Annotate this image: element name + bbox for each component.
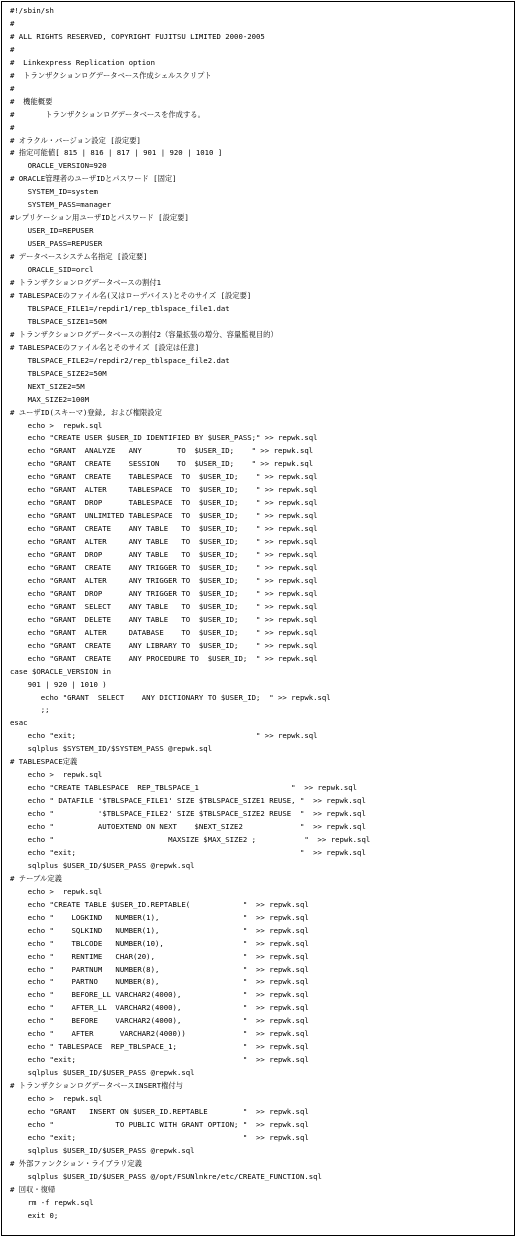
script-line: echo "GRANT DROP TABLESPACE TO $USER_ID; " >> repwk.sql [10, 498, 318, 508]
script-line: echo "GRANT DROP ANY TRIGGER TO $USER_ID; " >> repwk.sql [10, 588, 318, 598]
script-line: echo " RENTIME CHAR(20), " >> repwk.sql [10, 951, 309, 961]
script-line: echo "CREATE TABLE $USER_ID.REPTABLE( " >> repwk.sql [10, 899, 309, 909]
script-line: echo " AFTER_LL VARCHAR2(4000), " >> repwk.sql [10, 1003, 309, 1013]
script-line: echo "exit; " >> repwk.sql [10, 731, 318, 741]
script-line: # [10, 83, 15, 93]
script-line: 901 | 920 | 1010 ) [10, 679, 107, 689]
script-line: echo "GRANT CREATE ANY LIBRARY TO $USER_ID; " >> repwk.sql [10, 640, 318, 650]
script-line: echo "GRANT CREATE TABLESPACE TO $USER_ID; " >> repwk.sql [10, 472, 318, 482]
script-line: SYSTEM_PASS=manager [10, 200, 112, 210]
script-line: # [10, 122, 15, 132]
script-line: echo "GRANT SELECT ANY DICTIONARY TO $USER_ID; " >> repwk.sql [10, 692, 331, 702]
script-line: echo "GRANT INSERT ON $USER_ID.REPTABLE " >> repwk.sql [10, 1107, 309, 1117]
script-line: # トランザクションログデータベースINSERT権付与 [10, 1081, 183, 1091]
script-line: ORACLE_VERSION=920 [10, 161, 107, 171]
script-line: USER_ID=REPUSER [10, 226, 94, 236]
script-line: sqlplus $SYSTEM_ID/$SYSTEM_PASS @repwk.sql [10, 744, 213, 754]
script-line: echo "exit; " >> repwk.sql [10, 847, 366, 857]
script-line: echo "GRANT CREATE ANY TRIGGER TO $USER_ID; " >> repwk.sql [10, 562, 318, 572]
script-line: # ORACLE管理者のユーザIDとパスワード [固定] [10, 174, 177, 184]
script-line: echo "GRANT CREATE ANY PROCEDURE TO $USER_ID; " >> repwk.sql [10, 653, 318, 663]
script-line: USER_PASS=REPUSER [10, 239, 103, 249]
script-line: echo "GRANT CREATE ANY TABLE TO $USER_ID; " >> repwk.sql [10, 524, 318, 534]
script-line: # Linkexpress Replication option [10, 57, 155, 67]
script-line: echo " DATAFILE '$TBLSPACE_FILE1' SIZE $TBLSPACE_SIZE1 REUSE, " >> repwk.sql [10, 796, 366, 806]
script-line: exit 0; [10, 1210, 59, 1220]
script-line: echo "GRANT UNLIMITED TABLESPACE TO $USER_ID; " >> repwk.sql [10, 511, 318, 521]
script-line: esac [10, 718, 28, 728]
script-line: # [10, 18, 15, 28]
script-line: # トランザクションログデータベースの割付1 [10, 278, 162, 288]
script-line: echo " '$TBLSPACE_FILE2' SIZE $TBLSPACE_SIZE2 REUSE " >> repwk.sql [10, 809, 366, 819]
script-line: echo " PARTNO NUMBER(8), " >> repwk.sql [10, 977, 309, 987]
script-line: echo " AUTOEXTEND ON NEXT $NEXT_SIZE2 " >> repwk.sql [10, 822, 366, 832]
script-line: # オラクル・バージョン設定 [設定要] [10, 135, 141, 145]
script-line: sqlplus $USER_ID/$USER_PASS @repwk.sql [10, 1145, 195, 1155]
script-line: # 機能概要 [10, 96, 53, 106]
script-line: echo "GRANT DROP ANY TABLE TO $USER_ID; " >> repwk.sql [10, 550, 318, 560]
script-line: echo " LOGKIND NUMBER(1), " >> repwk.sql [10, 912, 309, 922]
script-line: TBLSPACE_FILE2=/repdir2/rep_tblspace_file2.dat [10, 355, 230, 365]
script-line: # [10, 44, 15, 54]
shell-script-listing [10, 5, 370, 1223]
script-line: # 指定可能値[ 815 | 816 | 817 | 901 | 920 | 1010 ] [10, 148, 223, 158]
script-line: # トランザクションログデータベースの割付2（容量拡張の増分、容量監視目的） [10, 329, 278, 339]
script-line: echo "CREATE TABLESPACE REP_TBLSPACE_1 " >> repwk.sql [10, 783, 358, 793]
script-line: sqlplus $USER_ID/$USER_PASS @repwk.sql [10, 860, 195, 870]
script-line: echo " AFTER VARCHAR2(4000)) " >> repwk.sql [10, 1029, 309, 1039]
script-line: echo "CREATE USER $USER_ID IDENTIFIED BY $USER_PASS;" >> repwk.sql [10, 433, 318, 443]
script-line: echo "exit; " >> repwk.sql [10, 1132, 309, 1142]
script-line: MAX_SIZE2=100M [10, 394, 90, 404]
script-line: echo " TO PUBLIC WITH GRANT OPTION; " >> repwk.sql [10, 1119, 309, 1129]
script-line: # TABLESPACE定義 [10, 757, 78, 767]
script-line: TBLSPACE_SIZE2=50M [10, 368, 107, 378]
script-line: echo " TBLCODE NUMBER(10), " >> repwk.sql [10, 938, 309, 948]
script-line: echo > repwk.sql [10, 886, 103, 896]
script-line: sqlplus $USER_ID/$USER_PASS @repwk.sql [10, 1068, 195, 1078]
script-line: # データベースシステム名指定 [設定要] [10, 252, 148, 262]
script-line: echo " BEFORE VARCHAR2(4000), " >> repwk.sql [10, 1016, 309, 1026]
script-line: echo " MAXSIZE $MAX_SIZE2 ; " >> repwk.sql [10, 835, 371, 844]
script-line: echo > repwk.sql [10, 1094, 103, 1104]
script-line: #!/sbin/sh [10, 6, 54, 15]
script-line: echo "GRANT DELETE ANY TABLE TO $USER_ID; " >> repwk.sql [10, 614, 318, 624]
script-line: #レプリケーション用ユーザIDとパスワード [設定要] [10, 213, 189, 223]
script-line: # テーブル定義 [10, 873, 62, 883]
script-line: echo "GRANT ALTER TABLESPACE TO $USER_ID; " >> repwk.sql [10, 485, 318, 495]
script-line: echo " BEFORE_LL VARCHAR2(4000), " >> repwk.sql [10, 990, 309, 1000]
script-line: echo "GRANT ALTER ANY TRIGGER TO $USER_ID; " >> repwk.sql [10, 575, 318, 585]
script-line: echo "exit; " >> repwk.sql [10, 1055, 309, 1065]
script-line: # 外部ファンクション・ライブラリ定義 [10, 1158, 142, 1168]
script-line: # トランザクションログデータベースを作成する。 [10, 109, 205, 119]
script-line: # ALL RIGHTS RESERVED, COPYRIGHT FUJITSU LIMITED 2000-2005 [10, 31, 265, 41]
script-line: ORACLE_SID=orcl [10, 265, 94, 275]
script-line: # TABLESPACEのファイル名(又はローデバイス)とそのサイズ [設定要] [10, 290, 252, 300]
script-line: ;; [10, 705, 50, 715]
script-line: echo "GRANT SELECT ANY TABLE TO $USER_ID; " >> repwk.sql [10, 601, 318, 611]
script-line: case $ORACLE_VERSION in [10, 666, 112, 676]
script-listing-frame [1, 1, 515, 1236]
script-line: # 回収・復帰 [10, 1184, 56, 1194]
script-line: # TABLESPACEのファイル名とそのサイズ [設定は任意] [10, 342, 200, 352]
script-line: TBLSPACE_SIZE1=50M [10, 316, 107, 326]
script-line: echo "GRANT ALTER ANY TABLE TO $USER_ID; " >> repwk.sql [10, 537, 318, 547]
script-line: echo " PARTNUM NUMBER(8), " >> repwk.sql [10, 964, 309, 974]
script-line: echo > repwk.sql [10, 770, 103, 780]
script-line: echo " TABLESPACE REP_TBLSPACE_1; " >> repwk.sql [10, 1042, 309, 1052]
script-line: echo "GRANT ALTER DATABASE TO $USER_ID; " >> repwk.sql [10, 627, 318, 637]
script-line: TBLSPACE_FILE1=/repdir1/rep_tblspace_file1.dat [10, 303, 230, 313]
script-line: SYSTEM_ID=system [10, 187, 98, 197]
script-line: echo "GRANT CREATE SESSION TO $USER_ID; " >> repwk.sql [10, 459, 314, 469]
script-line: echo " SQLKIND NUMBER(1), " >> repwk.sql [10, 925, 309, 935]
script-line: # トランザクションログデータベース作成シェルスクリプト [10, 70, 212, 80]
script-line: echo "GRANT ANALYZE ANY TO $USER_ID; " >> repwk.sql [10, 446, 314, 456]
script-line: rm -f repwk.sql [10, 1197, 94, 1207]
script-line: # ユーザID(スキーマ)登録, および権限設定 [10, 407, 162, 417]
script-line: NEXT_SIZE2=5M [10, 381, 85, 391]
script-line: echo > repwk.sql [10, 420, 103, 430]
script-line: sqlplus $USER_ID/$USER_PASS @/opt/FSUNlnkre/etc/CREATE_FUNCTION.sql [10, 1171, 322, 1181]
